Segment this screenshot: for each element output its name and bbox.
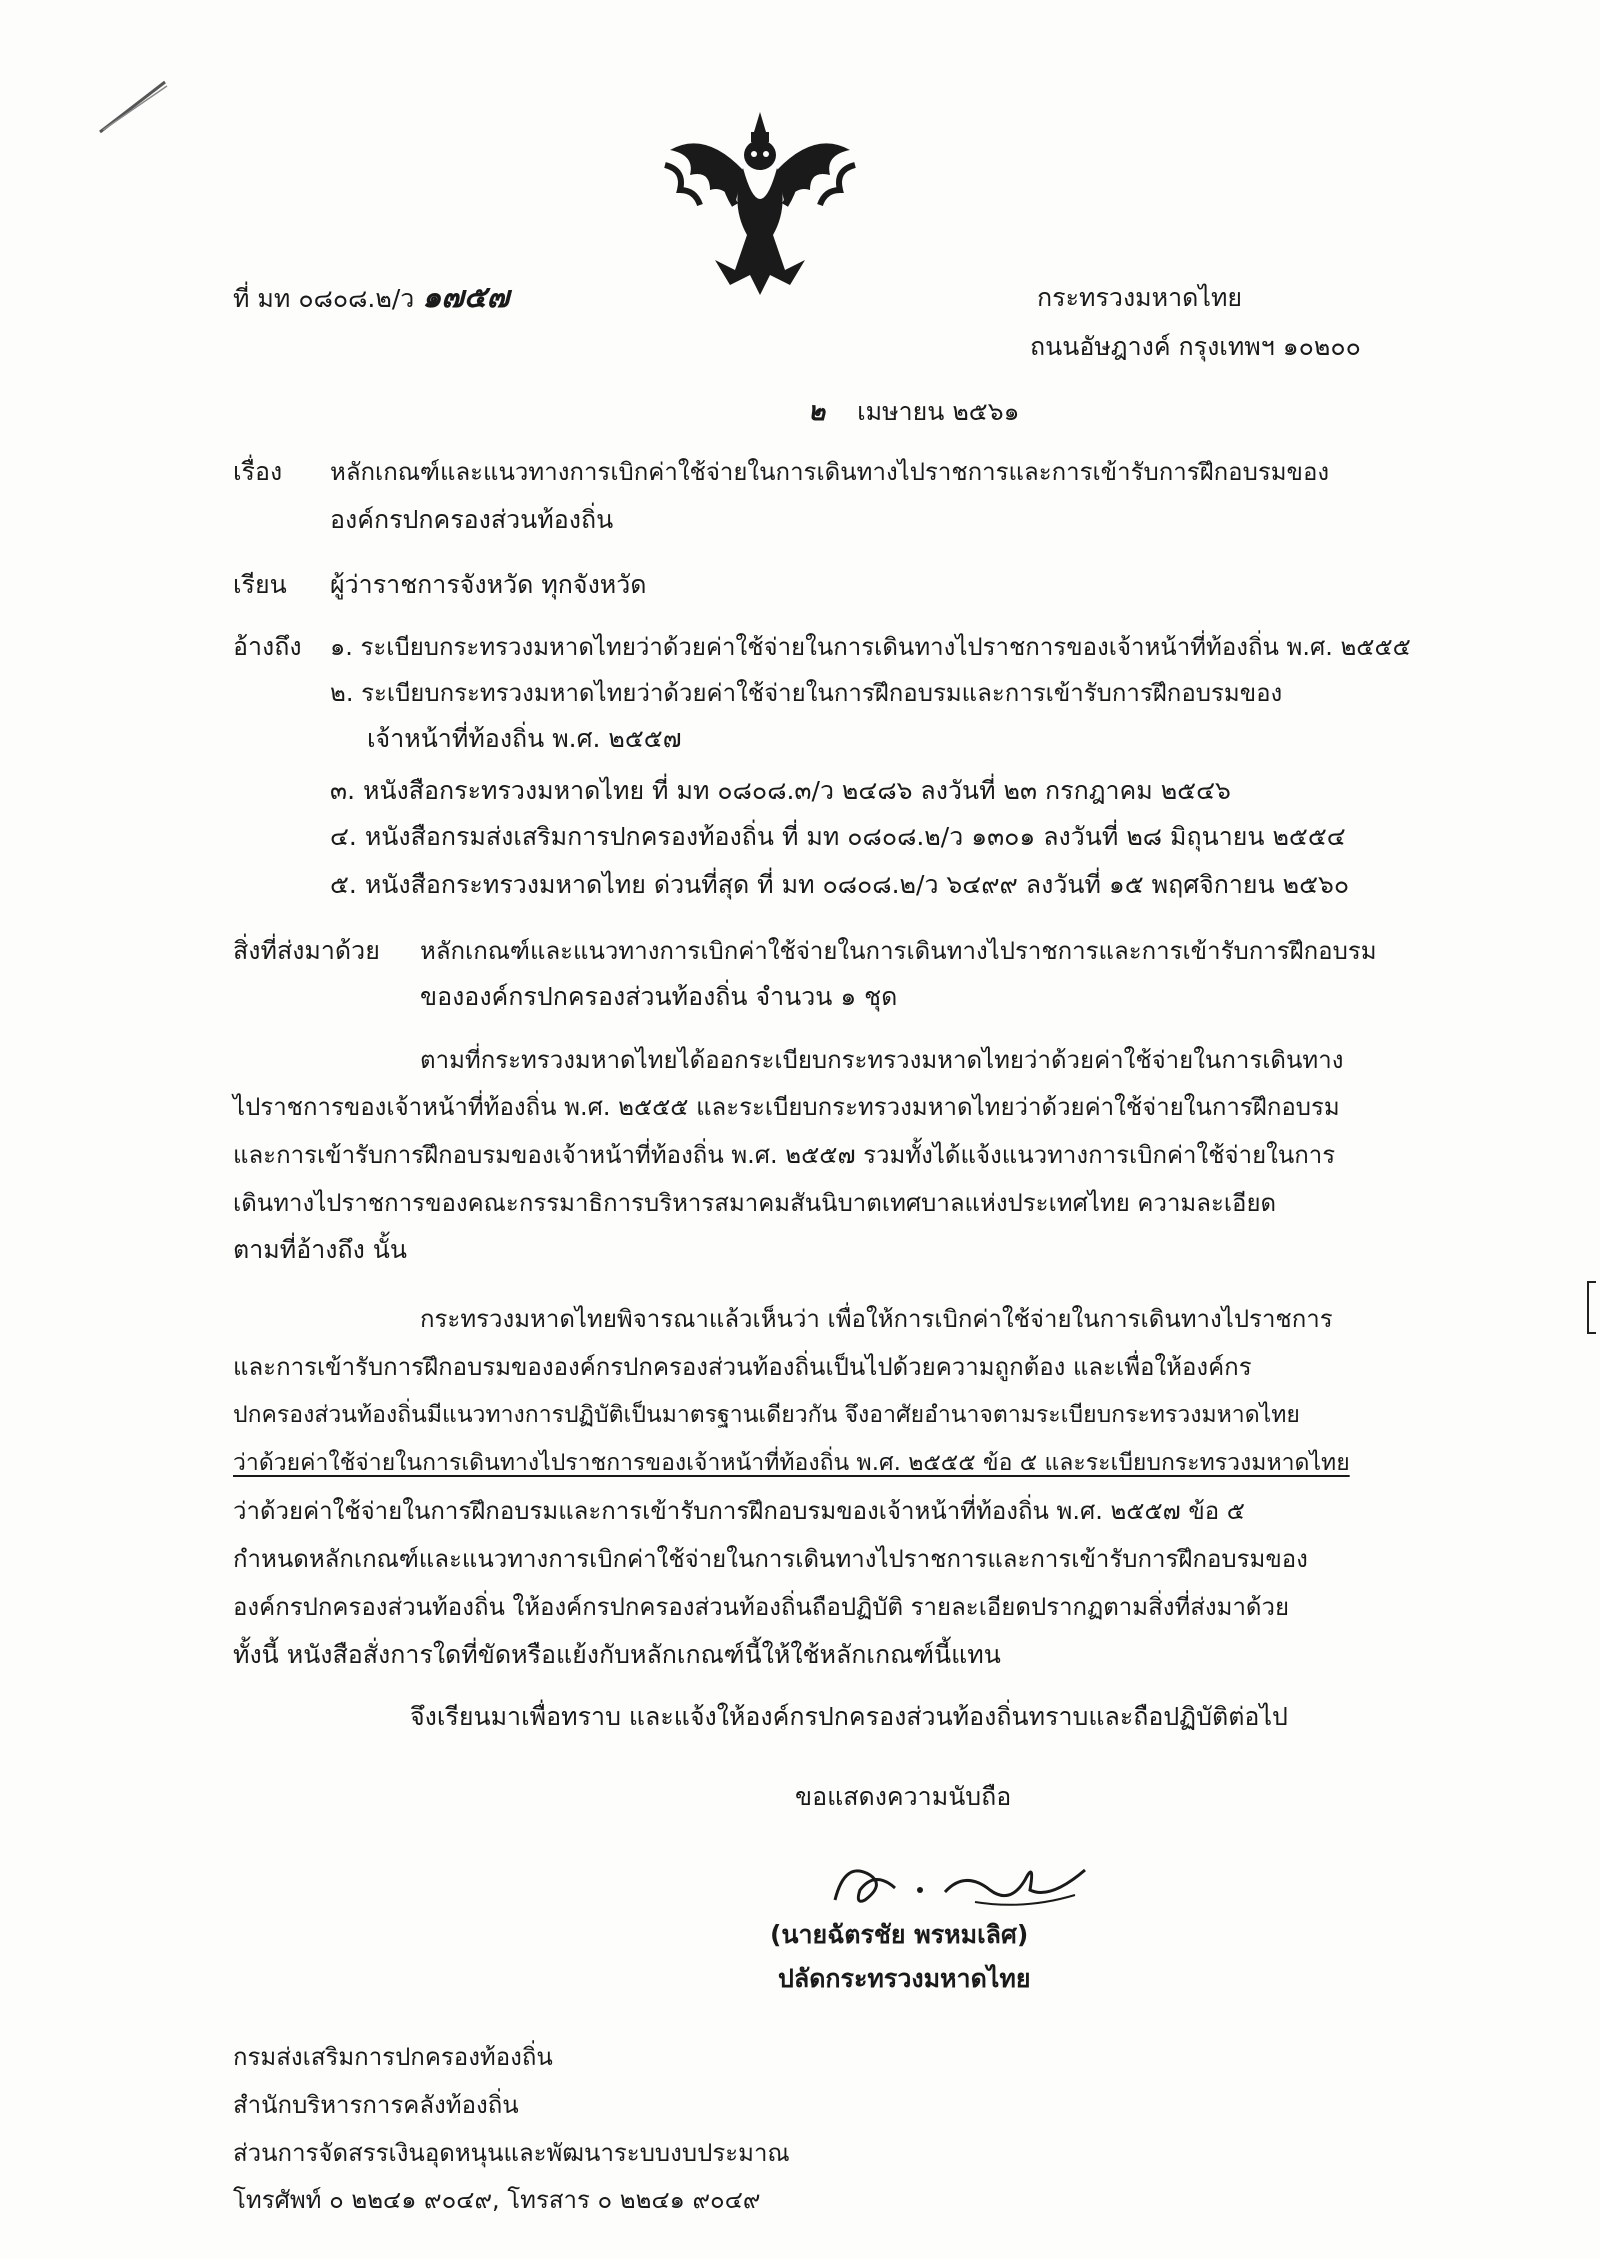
footer-division: ส่วนการจัดสรรเงินอุดหนุนและพัฒนาระบบงบประมาณ xyxy=(233,2139,790,2167)
reference-item: ๓. หนังสือกระทรวงมหาดไทย ที่ มท ๐๘๐๘.๓/ว ๒๔๘๖ ลงวันที่ ๒๓ กรกฎาคม ๒๕๔๖ xyxy=(330,776,1231,805)
salutation-label: เรียน xyxy=(233,570,287,599)
enclosure-line-2: ขององค์กรปกครองส่วนท้องถิ่น จำนวน ๑ ชุด xyxy=(420,982,898,1011)
paragraph-2-line: องค์กรปกครองส่วนท้องถิ่น ให้องค์กรปกครองส่วนท้องถิ่นถือปฏิบัติ รายละเอียดปรากฏตามสิ่งที่ส่งมาด้วย xyxy=(233,1593,1290,1621)
references-label: อ้างถึง xyxy=(233,632,302,661)
footer-department: กรมส่งเสริมการปกครองท้องถิ่น xyxy=(233,2043,553,2071)
signatory-name: (นายฉัตรชัย พรหมเลิศ) xyxy=(770,1920,1029,1949)
enclosure-label: สิ่งที่ส่งมาด้วย xyxy=(233,936,380,965)
ministry-name: กระทรวงมหาดไทย xyxy=(1037,283,1243,312)
footer-office: สำนักบริหารการคลังท้องถิ่น xyxy=(233,2091,519,2119)
letter-date xyxy=(808,395,1019,429)
salutation-recipient: ผู้ว่าราชการจังหวัด ทุกจังหวัด xyxy=(330,570,647,599)
ministry-address: ถนนอัษฎางค์ กรุงเทพฯ ๑๐๒๐๐ xyxy=(1030,332,1361,361)
paragraph-2-line: ว่าด้วยค่าใช้จ่ายในการฝึกอบรมและการเข้ารับการฝึกอบรมของเจ้าหน้าที่ท้องถิ่น พ.ศ. ๒๕๕๗ ข้อ ๕ xyxy=(233,1497,1245,1525)
paragraph-1-line: เดินทางไปราชการของคณะกรรมาธิการบริหารสมาคมสันนิบาตเทศบาลแห่งประเทศไทย ความละเอียด xyxy=(233,1189,1277,1217)
paragraph-1-line: และการเข้ารับการฝึกอบรมของเจ้าหน้าที่ท้องถิ่น พ.ศ. ๒๕๕๗ รวมทั้งได้แจ้งแนวทางการเบิกค่าใช้จ่ายในการ xyxy=(233,1141,1336,1169)
paragraph-1-line: ไปราชการของเจ้าหน้าที่ท้องถิ่น พ.ศ. ๒๕๕๕ และระเบียบกระทรวงมหาดไทยว่าด้วยค่าใช้จ่ายในการฝึกอบรม xyxy=(233,1093,1340,1121)
reference-item-continuation: เจ้าหน้าที่ท้องถิ่น พ.ศ. ๒๕๕๗ xyxy=(367,724,682,753)
paragraph-1-line: ตามที่กระทรวงมหาดไทยได้ออกระเบียบกระทรวงมหาดไทยว่าด้วยค่าใช้จ่ายในการเดินทาง xyxy=(420,1046,1344,1074)
paragraph-2-line: กำหนดหลักเกณฑ์และแนวทางการเบิกค่าใช้จ่ายในการเดินทางไปราชการและการเข้ารับการฝึกอบรมของ xyxy=(233,1545,1308,1573)
signatory-position: ปลัดกระทรวงมหาดไทย xyxy=(778,1964,1031,1993)
scan-edge-bracket-mark xyxy=(1585,1280,1597,1335)
subject-line-1: หลักเกณฑ์และแนวทางการเบิกค่าใช้จ่ายในการเดินทางไปราชการและการเข้ารับการฝึกอบรมของ xyxy=(330,458,1330,486)
valediction: ขอแสดงความนับถือ xyxy=(795,1782,1012,1811)
handwritten-signature xyxy=(815,1830,1115,1920)
reference-item: ๑. ระเบียบกระทรวงมหาดไทยว่าด้วยค่าใช้จ่ายในการเดินทางไปราชการของเจ้าหน้าที่ท้องถิ่น พ.ศ. ๒๕๕๕ xyxy=(330,633,1411,661)
paragraph-2-line: ทั้งนี้ หนังสือสั่งการใดที่ขัดหรือแย้งกับหลักเกณฑ์นี้ให้ใช้หลักเกณฑ์นี้แทน xyxy=(233,1640,1001,1669)
date-day-handwritten: ๒ xyxy=(808,397,826,427)
pen-scribble-mark xyxy=(95,70,175,140)
garuda-emblem-icon xyxy=(655,110,865,300)
document-number-prefix: ที่ มท ๐๘๐๘.๒/ว xyxy=(233,284,415,313)
paragraph-2-line: ปกครองส่วนท้องถิ่นมีแนวทางการปฏิบัติเป็นมาตรฐานเดียวกัน จึงอาศัยอำนาจตามระเบียบกระทรวงมหาดไทย xyxy=(233,1402,1300,1428)
reference-item: ๔. หนังสือกรมส่งเสริมการปกครองท้องถิ่น ที่ มท ๐๘๐๘.๒/ว ๑๓๐๑ ลงวันที่ ๒๘ มิถุนายน ๒๕๕๔ xyxy=(330,822,1346,851)
subject-line-2: องค์กรปกครองส่วนท้องถิ่น xyxy=(330,505,614,534)
paragraph-1-line: ตามที่อ้างถึง นั้น xyxy=(233,1235,407,1264)
paragraph-2-line: และการเข้ารับการฝึกอบรมขององค์กรปกครองส่วนท้องถิ่นเป็นไปด้วยความถูกต้อง และเพื่อให้องค์กร xyxy=(233,1353,1252,1381)
closing-paragraph: จึงเรียนมาเพื่อทราบ และแจ้งให้องค์กรปกครองส่วนท้องถิ่นทราบและถือปฏิบัติต่อไป xyxy=(410,1702,1288,1731)
enclosure-line-1: หลักเกณฑ์และแนวทางการเบิกค่าใช้จ่ายในการเดินทางไปราชการและการเข้ารับการฝึกอบรม xyxy=(420,937,1377,965)
footer-contact: โทรศัพท์ ๐ ๒๒๔๑ ๙๐๔๙, โทรสาร ๐ ๒๒๔๑ ๙๐๔๙ xyxy=(233,2186,761,2214)
reference-item: ๒. ระเบียบกระทรวงมหาดไทยว่าด้วยค่าใช้จ่ายในการฝึกอบรมและการเข้ารับการฝึกอบรมของ xyxy=(330,679,1283,707)
subject-label: เรื่อง xyxy=(233,457,283,486)
date-month-year: เมษายน ๒๕๖๑ xyxy=(857,397,1020,426)
reference-item: ๕. หนังสือกระทรวงมหาดไทย ด่วนที่สุด ที่ มท ๐๘๐๘.๒/ว ๖๔๙๙ ลงวันที่ ๑๕ พฤศจิกายน ๒๕๖๐ xyxy=(330,870,1350,899)
document-number-handwritten: ๑๗๕๗ xyxy=(422,280,510,315)
paragraph-2-line: กระทรวงมหาดไทยพิจารณาแล้วเห็นว่า เพื่อให้การเบิกค่าใช้จ่ายในการเดินทางไปราชการ xyxy=(420,1305,1333,1333)
document-number xyxy=(233,281,509,316)
paragraph-2-line-underlined: ว่าด้วยค่าใช้จ่ายในการเดินทางไปราชการของเจ้าหน้าที่ท้องถิ่น พ.ศ. ๒๕๕๕ ข้อ ๕ และระเบียบกระทรวงมหาดไทย xyxy=(233,1450,1350,1476)
